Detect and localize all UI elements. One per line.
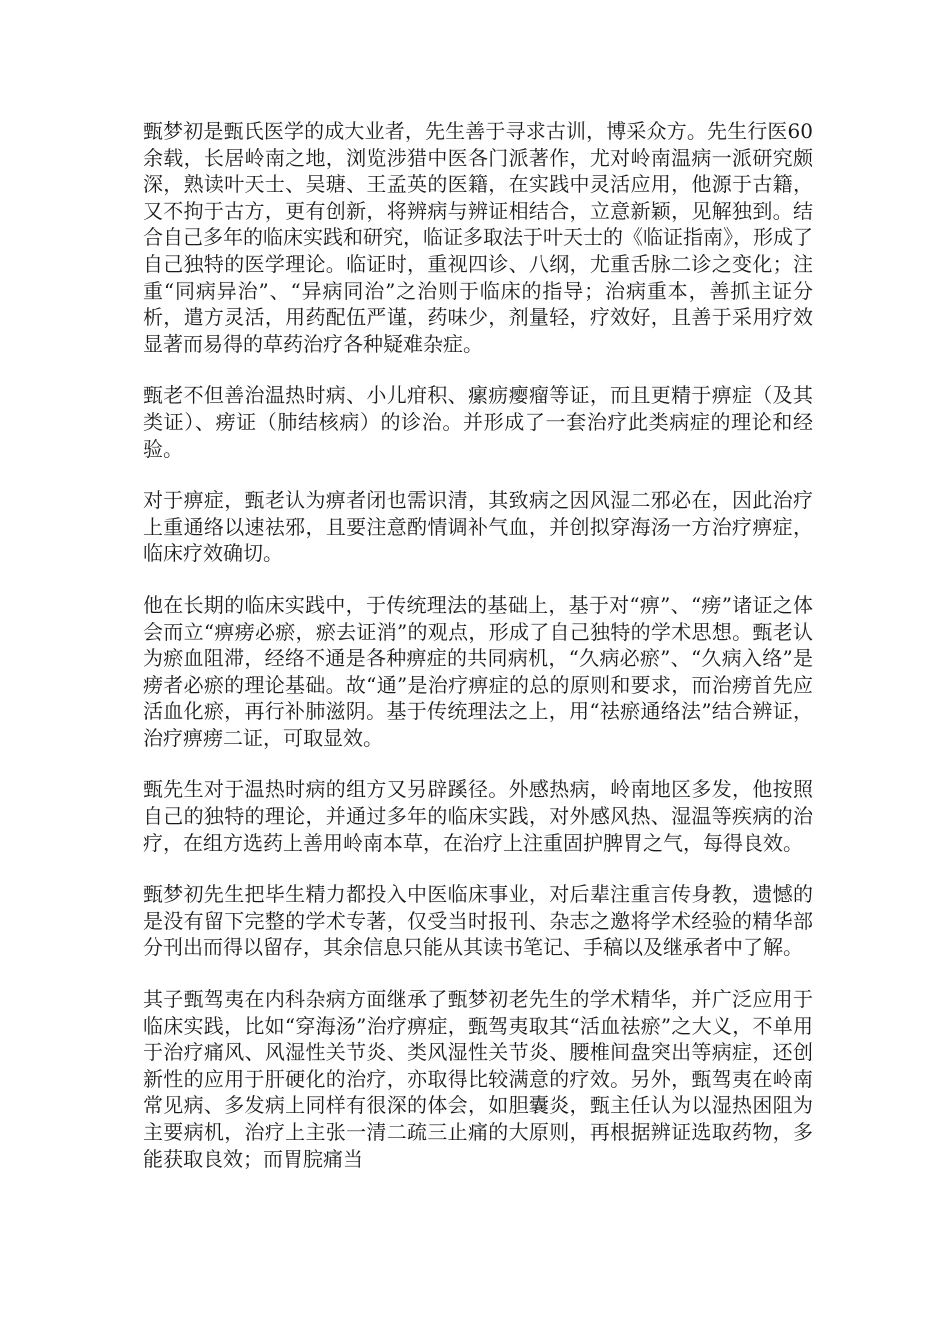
paragraph-4: 他在长期的临床实践中，于传统理法的基础上，基于对“痹”、“痨”诸证之体会而立“痹痨必瘀，瘀去证消”的观点，形成了自己独特的学术思想。甄老认为瘀血阻滞，经络不通是各种痹症的共同病机，“久病必瘀”、“久病入络”是痨者必瘀的理论基础。故“通”是治疗痹症的总的原则和要求，而治痨首先应活血化瘀，再行补肺滋阴。基于传统理法之上，用“祛瘀通络法”结合辨证，治疗痹痨二证，可取显效。 [143,592,813,750]
paragraph-1: 甄梦初是甄氏医学的成大业者，先生善于寻求古训，博采众方。先生行医60余载，长居岭南之地，浏览涉猎中医各门派著作，尤对岭南温病一派研究颇深，熟读叶天士、吴瑭、王孟英的医籍，在实践中灵活应用，他源于古籍，又不拘于古方，更有创新，将辨病与辨证相结合，立意新颖，见解独到。结合自己多年的临床实践和研究，临证多取法于叶天士的《临证指南》，形成了自己独特的医学理论。临证时，重视四诊、八纲，尤重舌脉二诊之变化；注重“同病异治”、“异病同治”之治则于临床的指导；治病重本，善抓主证分析，遣方灵活，用药配伍严谨，药味少，剂量轻，疗效好，且善于采用疗效显著而易得的草药治疗各种疑难杂症。 [143,119,813,356]
paragraph-2: 甄老不但善治温热时病、小儿疳积、瘰疬瘿瘤等证，而且更精于痹症（及其类证）、痨证（肺结核病）的诊治。并形成了一套治疗此类病症的理论和经验。 [143,383,813,461]
paragraph-5: 甄先生对于温热时病的组方又另辟蹊径。外感热病，岭南地区多发，他按照自己的独特的理论，并通过多年的临床实践，对外感风热、湿温等疾病的治疗，在组方选药上善用岭南本草，在治疗上注重固护脾胃之气，每得良效。 [143,777,813,855]
paragraph-6: 甄梦初先生把毕生精力都投入中医临床事业，对后辈注重言传身教，遗憾的是没有留下完整的学术专著，仅受当时报刊、杂志之邀将学术经验的精华部分刊出而得以留存，其余信息只能从其读书笔记、手稿以及继承者中了解。 [143,882,813,960]
paragraph-3: 对于痹症，甄老认为痹者闭也需识清，其致病之因风湿二邪必在，因此治疗上重通络以速祛邪，且要注意酌情调补气血，并创拟穿海汤一方治疗痹症，临床疗效确切。 [143,488,813,566]
document-body [143,118,813,1197]
paragraph-7: 其子甄驾夷在内科杂病方面继承了甄梦初老先生的学术精华，并广泛应用于临床实践，比如“穿海汤”治疗痹症，甄驾夷取其“活血祛瘀”之大义，不单用于治疗痛风、风湿性关节炎、类风湿性关节炎、腰椎间盘突出等病症，还创新性的应用于肝硬化的治疗，亦取得比较满意的疗效。另外，甄驾夷在岭南常见病、多发病上同样有很深的体会，如胆囊炎，甄主任认为以湿热困阻为主要病机，治疗上主张一清二疏三止痛的大原则，再根据辨证选取药物，多能获取良效；而胃脘痛当 [143,987,813,1171]
